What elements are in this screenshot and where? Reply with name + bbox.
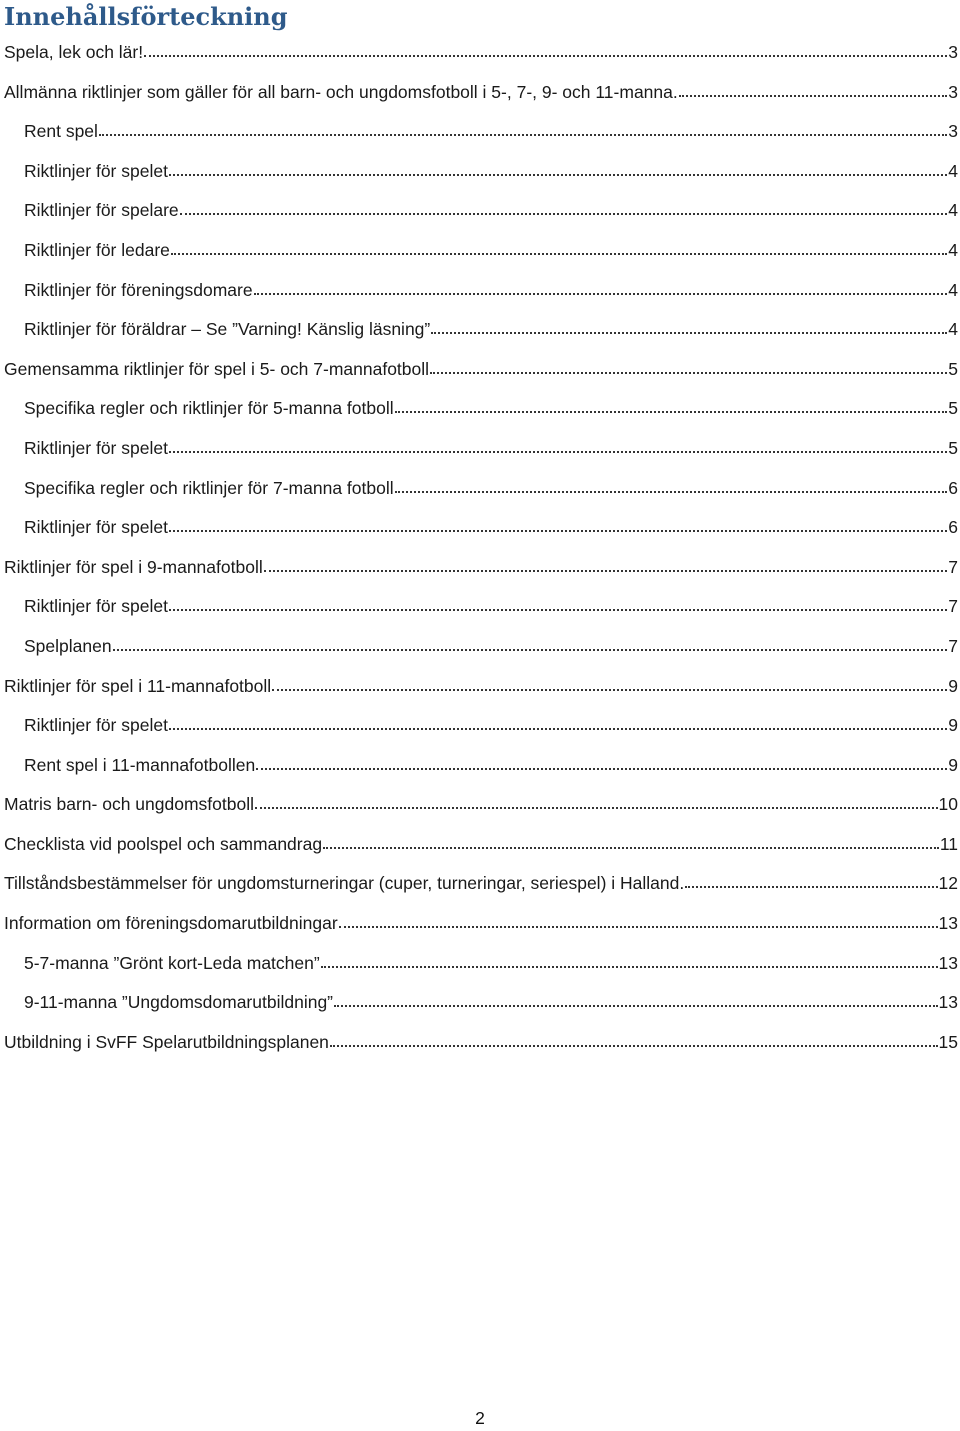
toc-entry-page: 4 <box>948 160 958 181</box>
toc-entry-label: Rent spel i 11-mannafotbollen <box>24 754 256 775</box>
toc-entry-label: Riktlinjer för spelet <box>24 437 168 458</box>
toc-entry[interactable] <box>4 869 960 909</box>
toc-entry-page: 13 <box>938 913 958 934</box>
toc-entry[interactable] <box>4 355 960 395</box>
toc-entry[interactable] <box>4 157 960 197</box>
dot-leader <box>679 89 948 97</box>
dot-leader <box>169 722 947 730</box>
toc-entry-page: 9 <box>948 675 958 696</box>
toc-entry-page: 5 <box>948 398 958 419</box>
dot-leader <box>431 326 947 334</box>
toc-entry[interactable] <box>4 78 960 118</box>
dot-leader <box>254 287 948 295</box>
toc-entry-label: Information om föreningsdomarutbildningar <box>4 913 338 934</box>
toc-entry[interactable] <box>4 38 960 78</box>
dot-leader <box>395 485 948 493</box>
dot-leader <box>685 880 937 888</box>
toc-entry-page: 13 <box>938 952 958 973</box>
toc-entry-page: 4 <box>948 279 958 300</box>
dot-leader <box>169 603 947 611</box>
toc-entry[interactable] <box>4 315 960 355</box>
toc-entry[interactable] <box>4 236 960 276</box>
toc-entry-page: 7 <box>948 635 958 656</box>
toc-entry-page: 11 <box>939 833 958 854</box>
toc-entry[interactable] <box>4 434 960 474</box>
toc-entry-label: Allmänna riktlinjer som gäller för all barn- och ungdomsfotboll i 5-, 7-, 9- och 11-manna. <box>4 81 678 102</box>
toc-entry-label: Rent spel <box>24 121 98 142</box>
toc-entry[interactable] <box>4 751 960 791</box>
toc-entry-page: 13 <box>938 992 958 1013</box>
toc-entry-label: Riktlinjer för spelare <box>24 200 179 221</box>
dot-leader <box>272 683 947 691</box>
toc-entry[interactable] <box>4 196 960 236</box>
dot-leader <box>395 405 948 413</box>
dot-leader <box>113 643 948 651</box>
dot-leader <box>256 762 947 770</box>
dot-leader <box>334 999 938 1007</box>
toc-entry[interactable] <box>4 592 960 632</box>
toc-entry-label: Specifika regler och riktlinjer för 5-manna fotboll <box>24 398 394 419</box>
toc-entry-label: Riktlinjer för spelet <box>24 596 168 617</box>
toc-entry-label: Matris barn- och ungdomsfotboll <box>4 794 254 815</box>
dot-leader <box>323 841 939 849</box>
toc-entry[interactable] <box>4 988 960 1028</box>
toc-entry-label: Spela, lek och lär! <box>4 42 144 62</box>
dot-leader <box>255 801 938 809</box>
toc-entry-page: 7 <box>948 556 958 577</box>
toc-entry-label: Checklista vid poolspel och sammandrag <box>4 833 323 854</box>
toc-heading: Innehållsförteckning <box>4 2 288 31</box>
toc-entry-label: Tillståndsbestämmelser för ungdomsturneringar (cuper, turneringar, seriespel) i Halland. <box>4 873 685 894</box>
toc-entry-page: 6 <box>948 477 958 498</box>
toc-entry-page: 7 <box>948 596 958 617</box>
toc-entry-page: 3 <box>948 81 958 102</box>
toc-entry-label: Gemensamma riktlinjer för spel i 5- och 7-mannafotboll <box>4 358 430 379</box>
toc-entry[interactable] <box>4 711 960 751</box>
toc-entry[interactable] <box>4 474 960 514</box>
toc-entry-page: 6 <box>948 517 958 538</box>
toc-entry-page: 9 <box>948 715 958 736</box>
dot-leader <box>144 49 947 57</box>
toc-entry-page: 10 <box>938 794 958 815</box>
dot-leader <box>330 1039 938 1047</box>
toc-entry[interactable] <box>4 1028 960 1068</box>
toc-entry-page: 4 <box>948 200 958 221</box>
toc-entry[interactable] <box>4 632 960 672</box>
toc-entry-page: 12 <box>938 873 958 894</box>
dot-leader <box>169 524 947 532</box>
dot-leader <box>321 960 938 968</box>
dot-leader <box>180 207 948 215</box>
toc-entry-label: Utbildning i SvFF Spelarutbildningsplanen <box>4 1031 329 1052</box>
dot-leader <box>169 445 947 453</box>
toc-entry-label: Riktlinjer för föreningsdomare <box>24 279 253 300</box>
page-number: 2 <box>475 1408 485 1428</box>
toc-entry[interactable] <box>4 513 960 553</box>
toc-entry-label: Riktlinjer för ledare <box>24 239 170 260</box>
toc-entry-page: 9 <box>948 754 958 775</box>
toc-entry[interactable] <box>4 117 960 157</box>
toc-entry-label: Riktlinjer för spelet <box>24 160 168 181</box>
toc-entry-label: Spelplanen <box>24 635 112 656</box>
toc-entry-label: Riktlinjer för föräldrar – Se ”Varning! Känslig läsning” <box>24 319 431 340</box>
toc-entry-label: Riktlinjer för spel i 11-mannafotboll <box>4 675 272 696</box>
dot-leader <box>99 128 947 136</box>
toc-entry[interactable] <box>4 909 960 949</box>
dot-leader <box>430 366 947 374</box>
toc-entry-page: 3 <box>948 121 958 142</box>
dot-leader <box>264 564 948 572</box>
toc-entry[interactable] <box>4 830 960 870</box>
toc-entry-label: 9-11-manna ”Ungdomsdomarutbildning” <box>24 992 334 1013</box>
toc-list <box>4 38 960 1067</box>
toc-entry-page: 15 <box>938 1031 958 1052</box>
toc-entry[interactable] <box>4 790 960 830</box>
toc-entry-label: Riktlinjer för spel i 9-mannafotboll <box>4 556 263 577</box>
toc-entry-page: 5 <box>948 358 958 379</box>
toc-entry-page: 4 <box>948 319 958 340</box>
toc-entry[interactable] <box>4 276 960 316</box>
toc-entry-label: Riktlinjer för spelet <box>24 517 168 538</box>
toc-entry[interactable] <box>4 672 960 712</box>
toc-entry-page: 5 <box>948 437 958 458</box>
dot-leader <box>339 920 938 928</box>
toc-entry[interactable] <box>4 949 960 989</box>
toc-entry[interactable] <box>4 394 960 434</box>
toc-entry-label: 5-7-manna ”Grönt kort-Leda matchen” <box>24 952 320 973</box>
toc-entry-page: 4 <box>948 239 958 260</box>
toc-entry-label: Riktlinjer för spelet <box>24 715 168 736</box>
toc-entry-label: Specifika regler och riktlinjer för 7-manna fotboll <box>24 477 394 498</box>
dot-leader <box>169 168 947 176</box>
toc-entry-page: 3 <box>948 42 958 62</box>
toc-entry[interactable] <box>4 553 960 593</box>
dot-leader <box>171 247 947 255</box>
